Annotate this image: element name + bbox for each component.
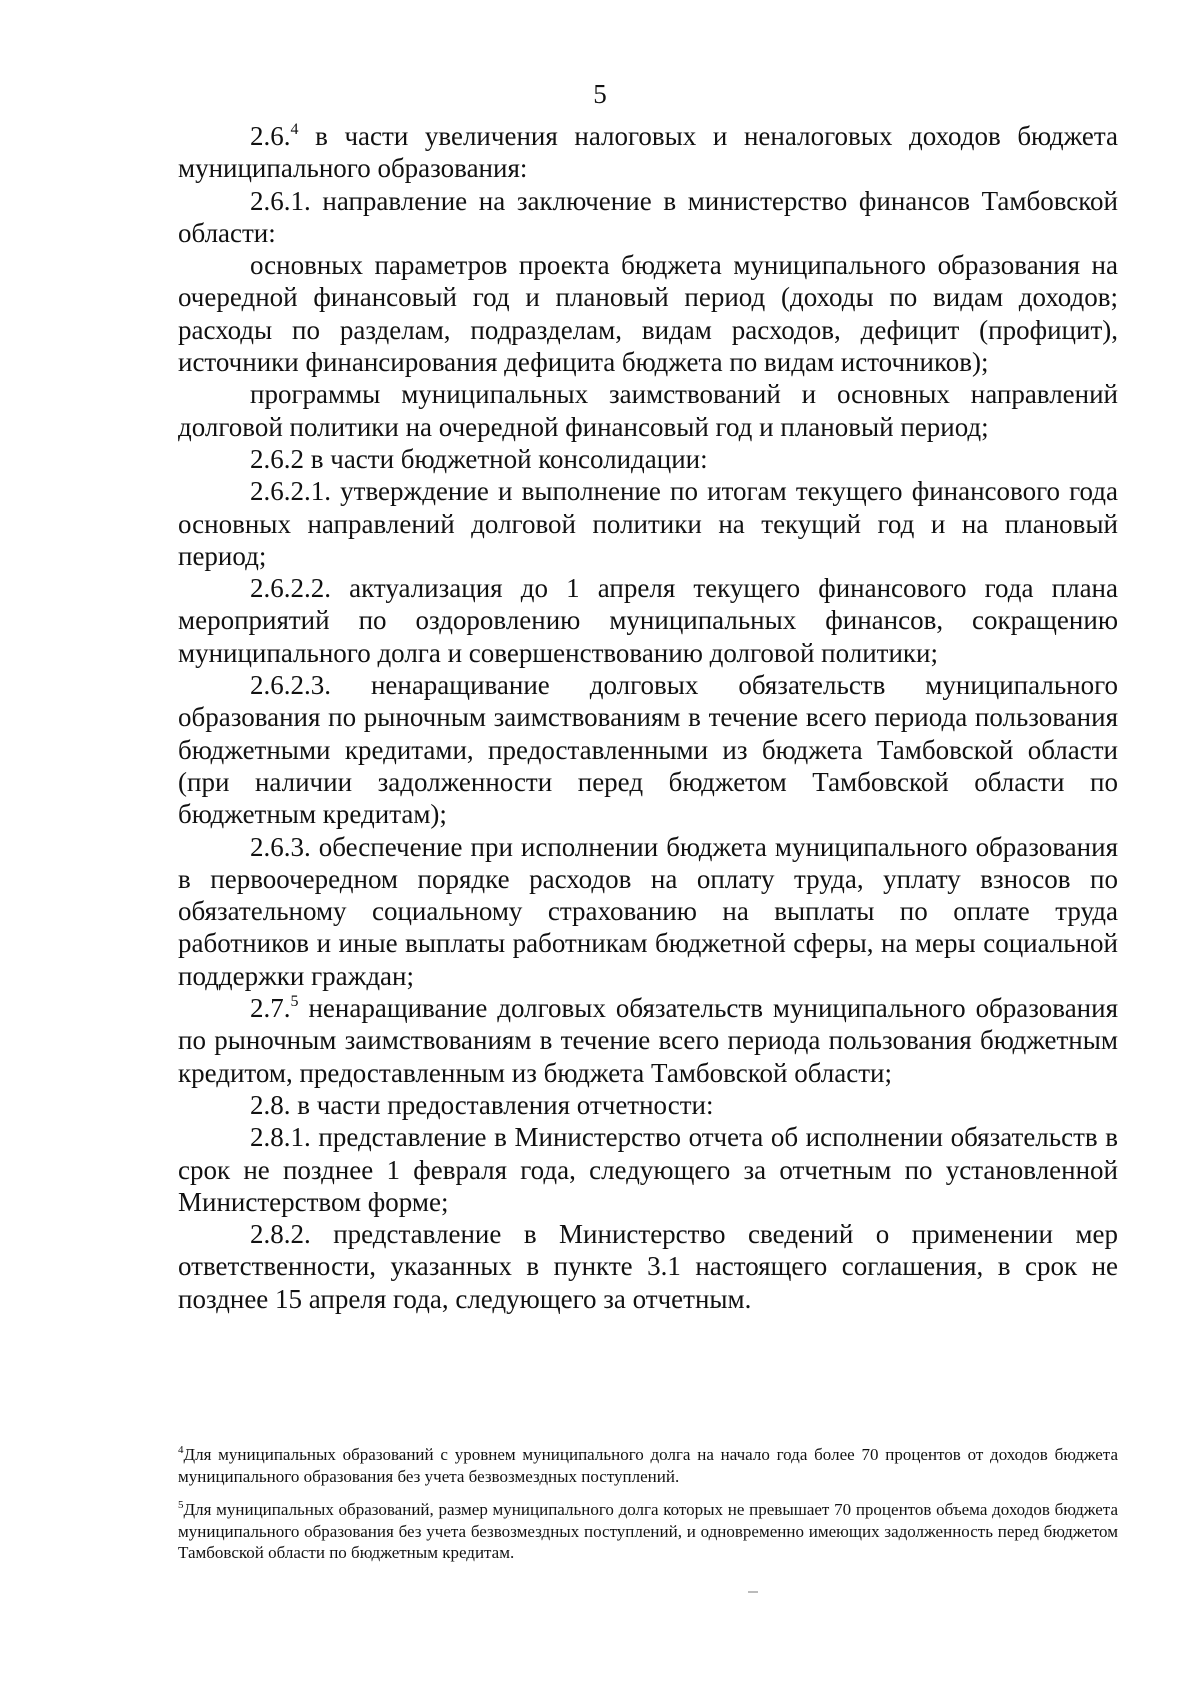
paragraph-text: 2.6.2.2. актуализация до 1 апреля текущего финансового года плана мероприятий по оздоровлению муниципальных финансов, сокращению муниципального долга и совершенствованию долговой политики; (178, 573, 1118, 668)
item-number: 2.6. (250, 121, 291, 151)
paragraph-text: 2.6.1. направление на заключение в министерство финансов Тамбовской области: (178, 185, 1118, 248)
footnote-marker: 5 (178, 1499, 184, 1511)
paragraph-2-8-2 (178, 1218, 1118, 1315)
paragraph-budget-parameters (178, 249, 1118, 378)
item-number: 2.7. (250, 993, 291, 1024)
footnote-text: Для муниципальных образований, размер муниципального долга которых не превышает 70 процентов объема доходов бюджета муниципального образования без учета безвозмездных поступлений, и одновременно имеющих задолженность перед бюджетом Тамбовской области по бюджетным кредитам. (178, 1500, 1118, 1562)
footnote-ref: 4 (290, 121, 299, 138)
paragraph-text: в части увеличения налоговых и неналоговых доходов бюджета муниципального образования: (178, 121, 1118, 184)
footnote-ref: 5 (290, 993, 299, 1011)
paragraph-text: 2.8.2. представление в Министерство сведений о применении мер ответственности, указанных в пункте 3.1 настоящего соглашения, в срок не позднее 15 апреля года, следующего за отчетным. (178, 1219, 1118, 1314)
paragraph-2-8-1 (178, 1121, 1118, 1218)
paragraph-text: 2.8.1. представление в Министерство отчета об исполнении обязательств в срок не позднее 1 февраля года, следующего за отчетным по установленной Министерством форме; (178, 1122, 1118, 1217)
paragraph-text: ненаращивание долговых обязательств муниципального образования по рыночным заимствованиям в течение всего периода пользования бюджетным кредитом, предоставленным из бюджета Тамбовской области; (178, 993, 1118, 1088)
paragraph-2-6-3 (178, 831, 1118, 992)
paragraph-text: 2.6.3. обеспечение при исполнении бюджета муниципального образования в первоочередном порядке расходов на оплату труда, уплату взносов по обязательному социальному страхованию на выплаты по оплате труда работников и иные выплаты работникам бюджетной сферы, на меры социальной поддержки граждан; (178, 831, 1118, 991)
footnote-marker: 4 (178, 1444, 184, 1456)
paragraph-2-6-1 (178, 185, 1118, 250)
paragraph-text: 2.6.2.1. утверждение и выполнение по итогам текущего финансового года основных направлений долговой политики на текущий год и на плановый период; (178, 476, 1118, 571)
paragraph-2-8 (178, 1089, 1118, 1121)
paragraph-text: 2.8. в части предоставления отчетности: (250, 1089, 714, 1120)
paragraph-2-7 (178, 992, 1118, 1089)
paragraph-2-6 (178, 120, 1118, 185)
paragraph-borrowing-programs (178, 378, 1118, 443)
paragraph-text: 2.6.2.3. ненаращивание долговых обязательств муниципального образования по рыночным заимствованиям в течение всего периода пользования бюджетными кредитами, предоставленными из бюджета Тамбовской области (при наличии задолженности перед бюджетом Тамбовской области по бюджетным кредитам); (178, 670, 1118, 830)
paragraph-text: 2.6.2 в части бюджетной консолидации: (250, 443, 708, 474)
footnotes (178, 1444, 1118, 1576)
paragraph-2-6-2-1 (178, 475, 1118, 572)
document-body (178, 120, 1118, 1315)
paragraph-2-6-2-3 (178, 669, 1118, 830)
footnote-text: Для муниципальных образований с уровнем муниципального долга на начало года более 70 процентов от доходов бюджета муниципального образования без учета безвозмездных поступлений. (178, 1445, 1118, 1486)
paragraph-text: основных параметров проекта бюджета муниципального образования на очередной финансовый год и плановый период (доходы по видам доходов; расходы по разделам, подразделам, видам расходов, дефицит (профицит), источники финансирования дефицита бюджета по видам источников); (178, 250, 1118, 378)
footnote-5 (178, 1499, 1118, 1564)
footnote-4 (178, 1444, 1118, 1487)
paragraph-text: программы муниципальных заимствований и основных направлений долговой политики на очередной финансовый год и плановый период; (178, 379, 1118, 442)
page-number: 5 (593, 79, 607, 109)
paragraph-2-6-2-2 (178, 572, 1118, 669)
scan-speck (748, 1591, 758, 1593)
paragraph-2-6-2 (178, 443, 1118, 475)
